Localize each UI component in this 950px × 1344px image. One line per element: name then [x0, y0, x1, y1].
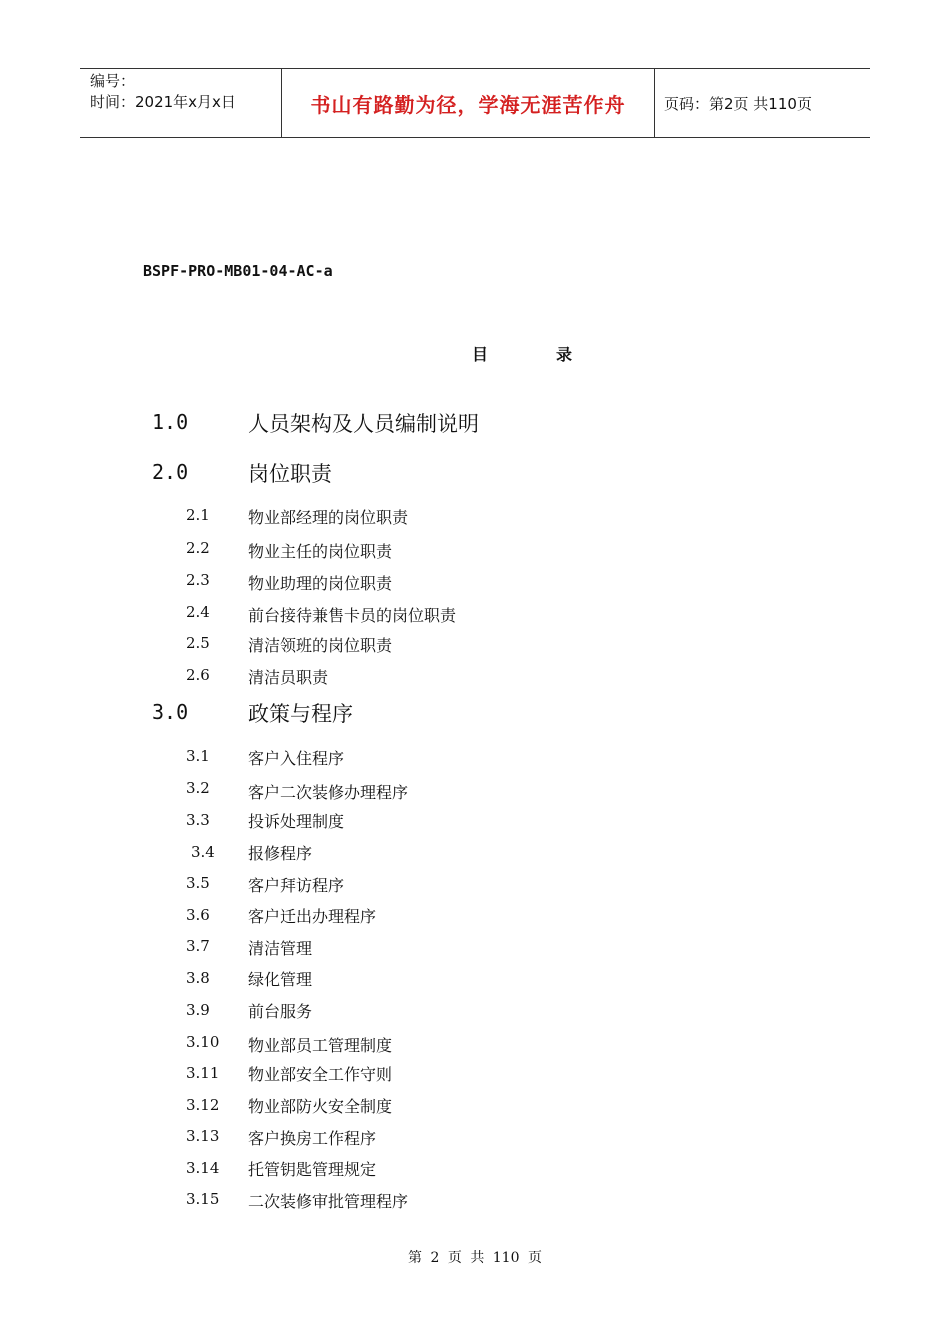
toc-item-title[interactable]: 绿化管理	[248, 970, 313, 989]
toc-item-number: 3.7	[186, 937, 210, 955]
header-page-cell	[655, 69, 870, 137]
toc-item-title[interactable]: 清洁领班的岗位职责	[248, 636, 393, 655]
toc-item-number: 3.9	[186, 1001, 210, 1019]
toc-item-title[interactable]: 物业部经理的岗位职责	[248, 508, 409, 527]
toc-item-number: 2.6	[186, 666, 210, 684]
toc-item-title[interactable]: 物业部防火安全制度	[248, 1097, 393, 1116]
doc-number-label: 编号：	[90, 72, 136, 90]
footer-page-number: 2	[430, 1250, 440, 1266]
toc-item-title[interactable]: 客户入住程序	[248, 749, 345, 768]
toc-title-left: 目	[472, 345, 489, 364]
toc-section-title[interactable]: 人员架构及人员编制说明	[248, 412, 479, 436]
toc-section-title[interactable]: 岗位职责	[248, 462, 332, 486]
toc-section-title[interactable]: 政策与程序	[248, 702, 353, 726]
toc-item-title[interactable]: 清洁员职责	[248, 668, 329, 687]
header-motto: 书山有路勤为径，学海无涯苦作舟	[310, 92, 626, 117]
toc-item-number: 3.13	[186, 1127, 220, 1145]
footer-ye: 页	[447, 1250, 462, 1266]
toc-item-title[interactable]: 二次装修审批管理程序	[248, 1192, 409, 1211]
header-page-label: 页码：第2页 共110页	[664, 94, 812, 113]
toc-item-title[interactable]: 客户拜访程序	[248, 876, 345, 895]
toc-item-title[interactable]: 托管钥匙管理规定	[248, 1160, 377, 1179]
toc-item-number: 3.5	[186, 874, 210, 892]
toc-item-title[interactable]: 客户迁出办理程序	[248, 907, 377, 926]
toc-item-number: 3.10	[186, 1033, 220, 1051]
document-code: BSPF-PRO-MB01-04-AC-a	[143, 262, 333, 280]
toc-item-number: 3.1	[186, 747, 210, 765]
toc-item-number: 3.15	[186, 1190, 220, 1208]
footer-total-pages: 110	[492, 1250, 520, 1266]
toc-section-number: 3.0	[152, 700, 189, 724]
toc-item-title[interactable]: 投诉处理制度	[248, 812, 345, 831]
toc-item-number: 2.4	[186, 603, 210, 621]
toc-item-number: 3.14	[186, 1159, 220, 1177]
toc-item-number: 3.12	[186, 1096, 220, 1114]
toc-item-number: 3.8	[186, 969, 210, 987]
toc-title-right: 录	[556, 345, 573, 364]
toc-item-title[interactable]: 物业部安全工作守则	[248, 1065, 393, 1084]
page-header	[80, 68, 870, 138]
toc-item-title[interactable]: 客户换房工作程序	[248, 1129, 377, 1148]
toc-item-title[interactable]: 客户二次装修办理程序	[248, 783, 409, 802]
toc-item-title[interactable]: 物业部员工管理制度	[248, 1036, 393, 1055]
toc-item-title[interactable]: 清洁管理	[248, 939, 313, 958]
toc-section-number: 1.0	[152, 410, 189, 434]
page-footer	[0, 1247, 950, 1267]
toc-item-number: 3.3	[186, 811, 210, 829]
toc-item-number: 3.6	[186, 906, 210, 924]
toc-item-number: 3.11	[186, 1064, 220, 1082]
header-motto-cell	[281, 69, 655, 137]
footer-gong: 共	[470, 1250, 485, 1266]
toc-item-number: 3.4	[191, 843, 215, 861]
footer-ye: 页	[527, 1250, 542, 1266]
toc-item-title[interactable]: 报修程序	[248, 844, 313, 863]
toc-item-number: 2.5	[186, 634, 210, 652]
toc-item-title[interactable]: 前台服务	[248, 1002, 313, 1021]
footer-di: 第	[408, 1250, 423, 1266]
toc-item-number: 2.1	[186, 506, 210, 524]
toc-item-title[interactable]: 前台接待兼售卡员的岗位职责	[248, 606, 457, 625]
toc-item-number: 3.2	[186, 779, 210, 797]
toc-item-number: 2.2	[186, 539, 210, 557]
header-meta	[80, 69, 281, 137]
toc-item-title[interactable]: 物业主任的岗位职责	[248, 542, 393, 561]
doc-time-label: 时间：2021年x月x日	[90, 93, 236, 111]
toc-section-number: 2.0	[152, 460, 189, 484]
toc-item-number: 2.3	[186, 571, 210, 589]
toc-item-title[interactable]: 物业助理的岗位职责	[248, 574, 393, 593]
